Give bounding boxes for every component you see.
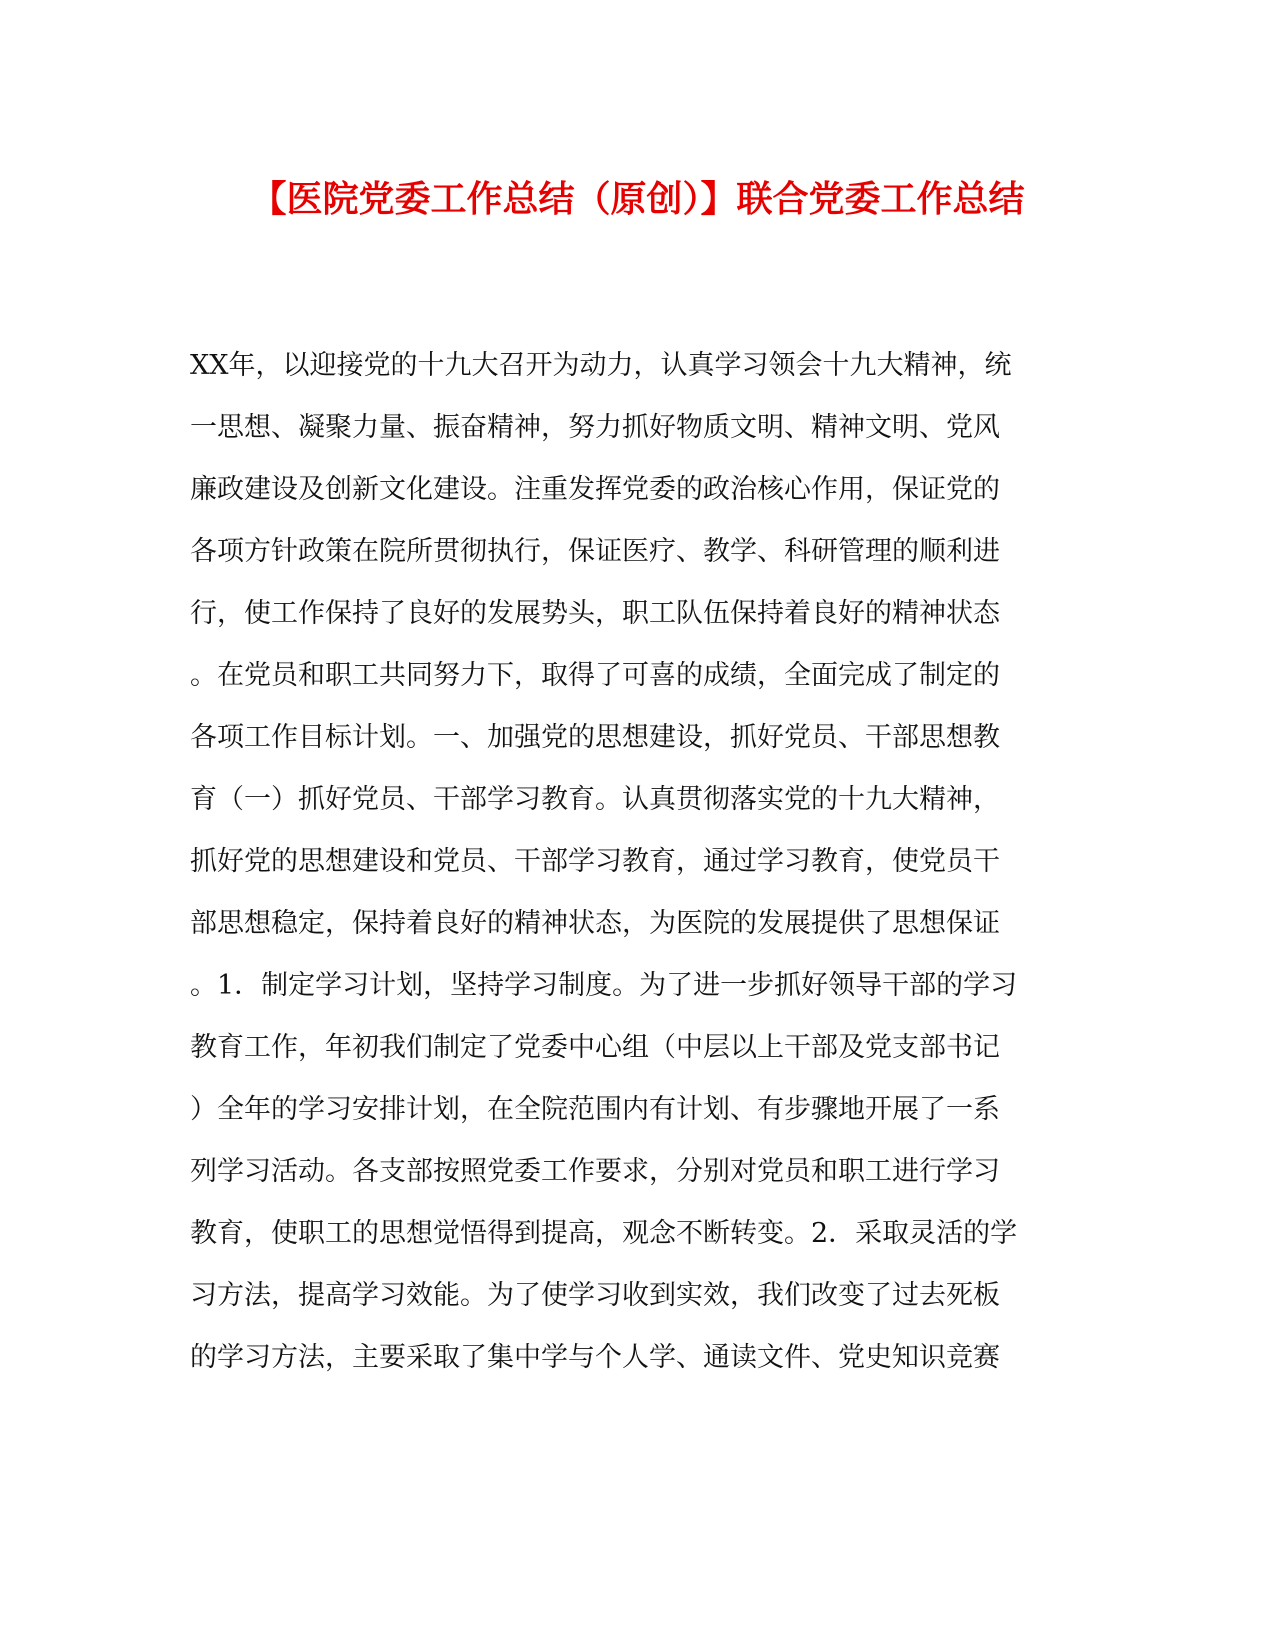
body-line: 各项方针政策在院所贯彻执行，保证医疗、教学、科研管理的顺利进 (190, 536, 1000, 567)
body-line: 部思想稳定，保持着良好的精神状态，为医院的发展提供了思想保证 (190, 908, 1000, 939)
body-line: 廉政建设及创新文化建设。注重发挥党委的政治核心作用，保证党的 (190, 474, 1000, 505)
body-line: 各项工作目标计划。一、加强党的思想建设，抓好党员、干部思想教 (190, 722, 1000, 753)
body-line: ）全年的学习安排计划，在全院范围内有计划、有步骤地开展了一系 (190, 1094, 1000, 1125)
body-line: 。在党员和职工共同努力下，取得了可喜的成绩，全面完成了制定的 (190, 660, 1000, 691)
document-title: 【医院党委工作总结（原创）】联合党委工作总结 (250, 178, 1025, 220)
body-line: 习方法，提高学习效能。为了使学习收到实效，我们改变了过去死板 (190, 1280, 1000, 1311)
document-body (190, 335, 1075, 1389)
body-line: 列学习活动。各支部按照党委工作要求，分别对党员和职工进行学习 (190, 1156, 1000, 1187)
body-line: XX年，以迎接党的十九大召开为动力，认真学习领会十九大精神，统 (190, 350, 1012, 381)
body-line: 抓好党的思想建设和党员、干部学习教育，通过学习教育，使党员干 (190, 846, 1000, 877)
body-line: 教育工作，年初我们制定了党委中心组（中层以上干部及党支部书记 (190, 1032, 1000, 1063)
body-line: 一思想、凝聚力量、振奋精神，努力抓好物质文明、精神文明、党风 (190, 412, 1000, 443)
body-line: 育（一）抓好党员、干部学习教育。认真贯彻落实党的十九大精神， (190, 784, 1000, 815)
body-line: 行，使工作保持了良好的发展势头，职工队伍保持着良好的精神状态 (190, 598, 1000, 629)
body-line: 。1．制定学习计划，坚持学习制度。为了进一步抓好领导干部的学习 (190, 970, 1018, 1001)
body-line: 的学习方法，主要采取了集中学与个人学、通读文件、党史知识竞赛 (190, 1342, 1000, 1373)
body-line: 教育，使职工的思想觉悟得到提高，观念不断转变。2．采取灵活的学 (190, 1218, 1018, 1249)
